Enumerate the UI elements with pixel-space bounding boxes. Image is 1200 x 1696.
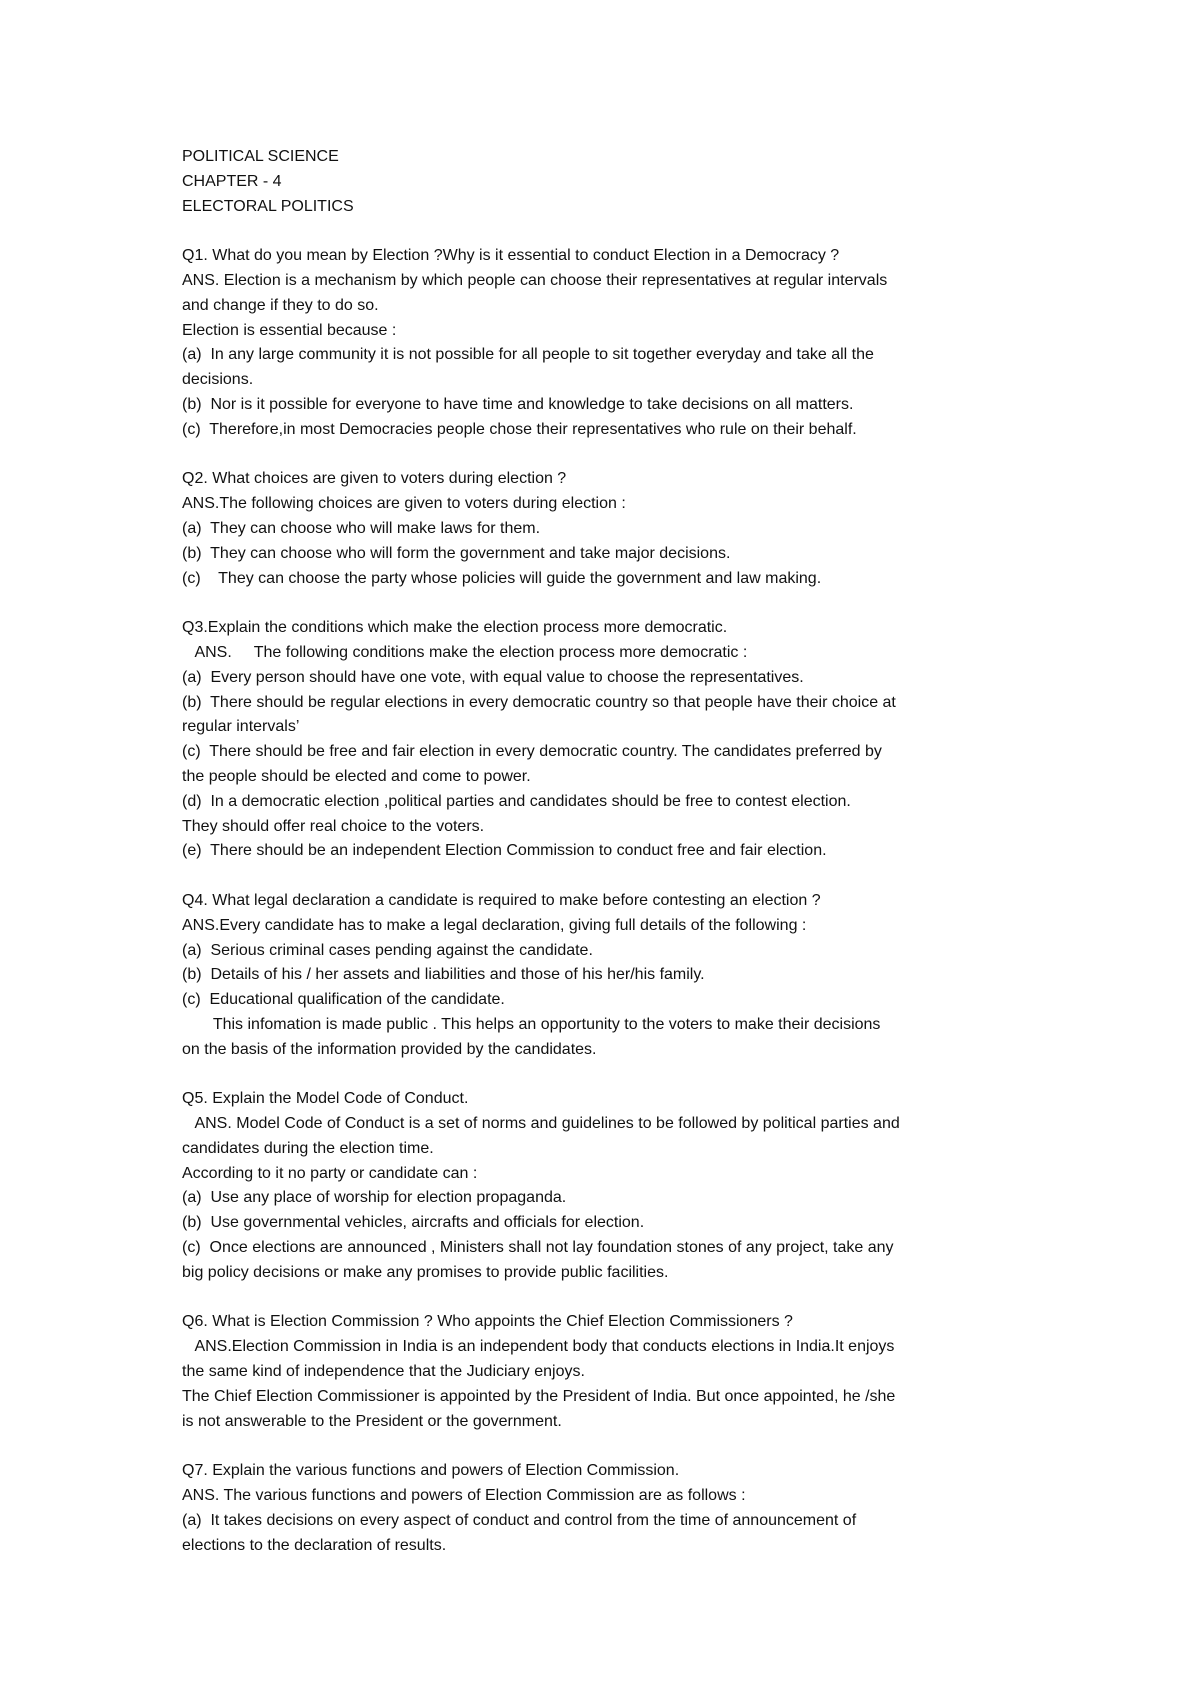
answer-line: This infomation is made public . This helps an opportunity to the voters to make their decisions [182,1015,881,1033]
chapter-heading: CHAPTER - 4 [182,172,282,190]
question-2: Q2. What choices are given to voters during election ? [182,470,567,488]
answer-line: elections to the declaration of results. [182,1536,447,1554]
answer-line: is not answerable to the President or the government. [182,1412,562,1430]
answer-line: (c) They can choose the party whose policies will guide the government and law making. [182,569,822,587]
spacer [182,219,1042,244]
answer-line: (e) There should be an independent Election Commission to conduct free and fair election. [182,842,827,860]
answer-line: (c) There should be free and fair election in every democratic country. The candidates preferred by [182,743,882,761]
question-6: Q6. What is Election Commission ? Who appoints the Chief Election Commissioners ? [182,1313,793,1331]
answer-line: (c) Educational qualification of the candidate. [182,991,505,1009]
answer-line: decisions. [182,371,254,389]
answer-line: (a) In any large community it is not possible for all people to sit together everyday and take all the [182,346,874,364]
answer-line: The Chief Election Commissioner is appointed by the President of India. But once appointed, he /she [182,1387,896,1405]
answer-line: and change if they to do so. [182,296,379,314]
spacer [182,443,1042,468]
answer-line: (b) Details of his / her assets and liabilities and those of his her/his family. [182,966,705,984]
answer-line: (a) Use any place of worship for election propaganda. [182,1189,567,1207]
spacer [182,864,1042,889]
answer-line: ANS. The various functions and powers of Election Commission are as follows : [182,1487,746,1505]
document-body [182,145,1042,1558]
question-1: Q1. What do you mean by Election ?Why is it essential to conduct Election in a Democracy ? [182,247,840,265]
answer-line: candidates during the election time. [182,1139,434,1157]
answer-line: (a) Every person should have one vote, with equal value to choose the representatives. [182,668,804,686]
question-3: Q3.Explain the conditions which make the election process more democratic. [182,619,728,637]
spacer [182,591,1042,616]
answer-line: big policy decisions or make any promises to provide public facilities. [182,1263,669,1281]
answer-line: (b) They can choose who will form the government and take major decisions. [182,544,731,562]
spacer [182,1286,1042,1311]
question-5: Q5. Explain the Model Code of Conduct. [182,1090,469,1108]
answer-line: ANS.Election Commission in India is an independent body that conducts elections in India.It enjoys [182,1338,895,1356]
subject-heading: POLITICAL SCIENCE [182,148,339,165]
answer-line: (d) In a democratic election ,political parties and candidates should be free to contest election. [182,792,851,810]
answer-line: ANS.The following choices are given to voters during election : [182,495,626,513]
question-7: Q7. Explain the various functions and powers of Election Commission. [182,1462,680,1480]
spacer [182,1434,1042,1459]
answer-line: (c) Once elections are announced , Ministers shall not lay foundation stones of any project, take any [182,1239,894,1257]
question-4: Q4. What legal declaration a candidate is required to make before contesting an election ? [182,891,821,909]
answer-line: (a) They can choose who will make laws for them. [182,519,541,537]
answer-line: the people should be elected and come to power. [182,767,531,785]
answer-line: Election is essential because : [182,321,397,339]
answer-line: (a) It takes decisions on every aspect of conduct and control from the time of announcement of [182,1511,857,1529]
answer-line: They should offer real choice to the voters. [182,817,485,835]
answer-line: ANS.Every candidate has to make a legal declaration, giving full details of the following : [182,916,807,934]
answer-line: (b) Nor is it possible for everyone to have time and knowledge to take decisions on all matters. [182,395,854,413]
answer-line: According to it no party or candidate can : [182,1164,478,1182]
spacer [182,1062,1042,1087]
answer-line: (b) Use governmental vehicles, aircrafts and officials for election. [182,1214,645,1232]
answer-line: ANS. Election is a mechanism by which people can choose their representatives at regular intervals [182,271,888,289]
answer-line: (b) There should be regular elections in every democratic country so that people have their choice at [182,693,896,711]
answer-line: the same kind of independence that the Judiciary enjoys. [182,1363,585,1381]
chapter-title: ELECTORAL POLITICS [182,197,354,215]
answer-line: ANS. The following conditions make the election process more democratic : [182,643,748,661]
answer-line: regular intervals’ [182,718,300,736]
answer-line: (a) Serious criminal cases pending against the candidate. [182,941,593,959]
answer-line: ANS. Model Code of Conduct is a set of norms and guidelines to be followed by political parties and [182,1115,900,1133]
answer-line: on the basis of the information provided by the candidates. [182,1040,597,1058]
answer-line: (c) Therefore,in most Democracies people chose their representatives who rule on their behalf. [182,420,857,438]
